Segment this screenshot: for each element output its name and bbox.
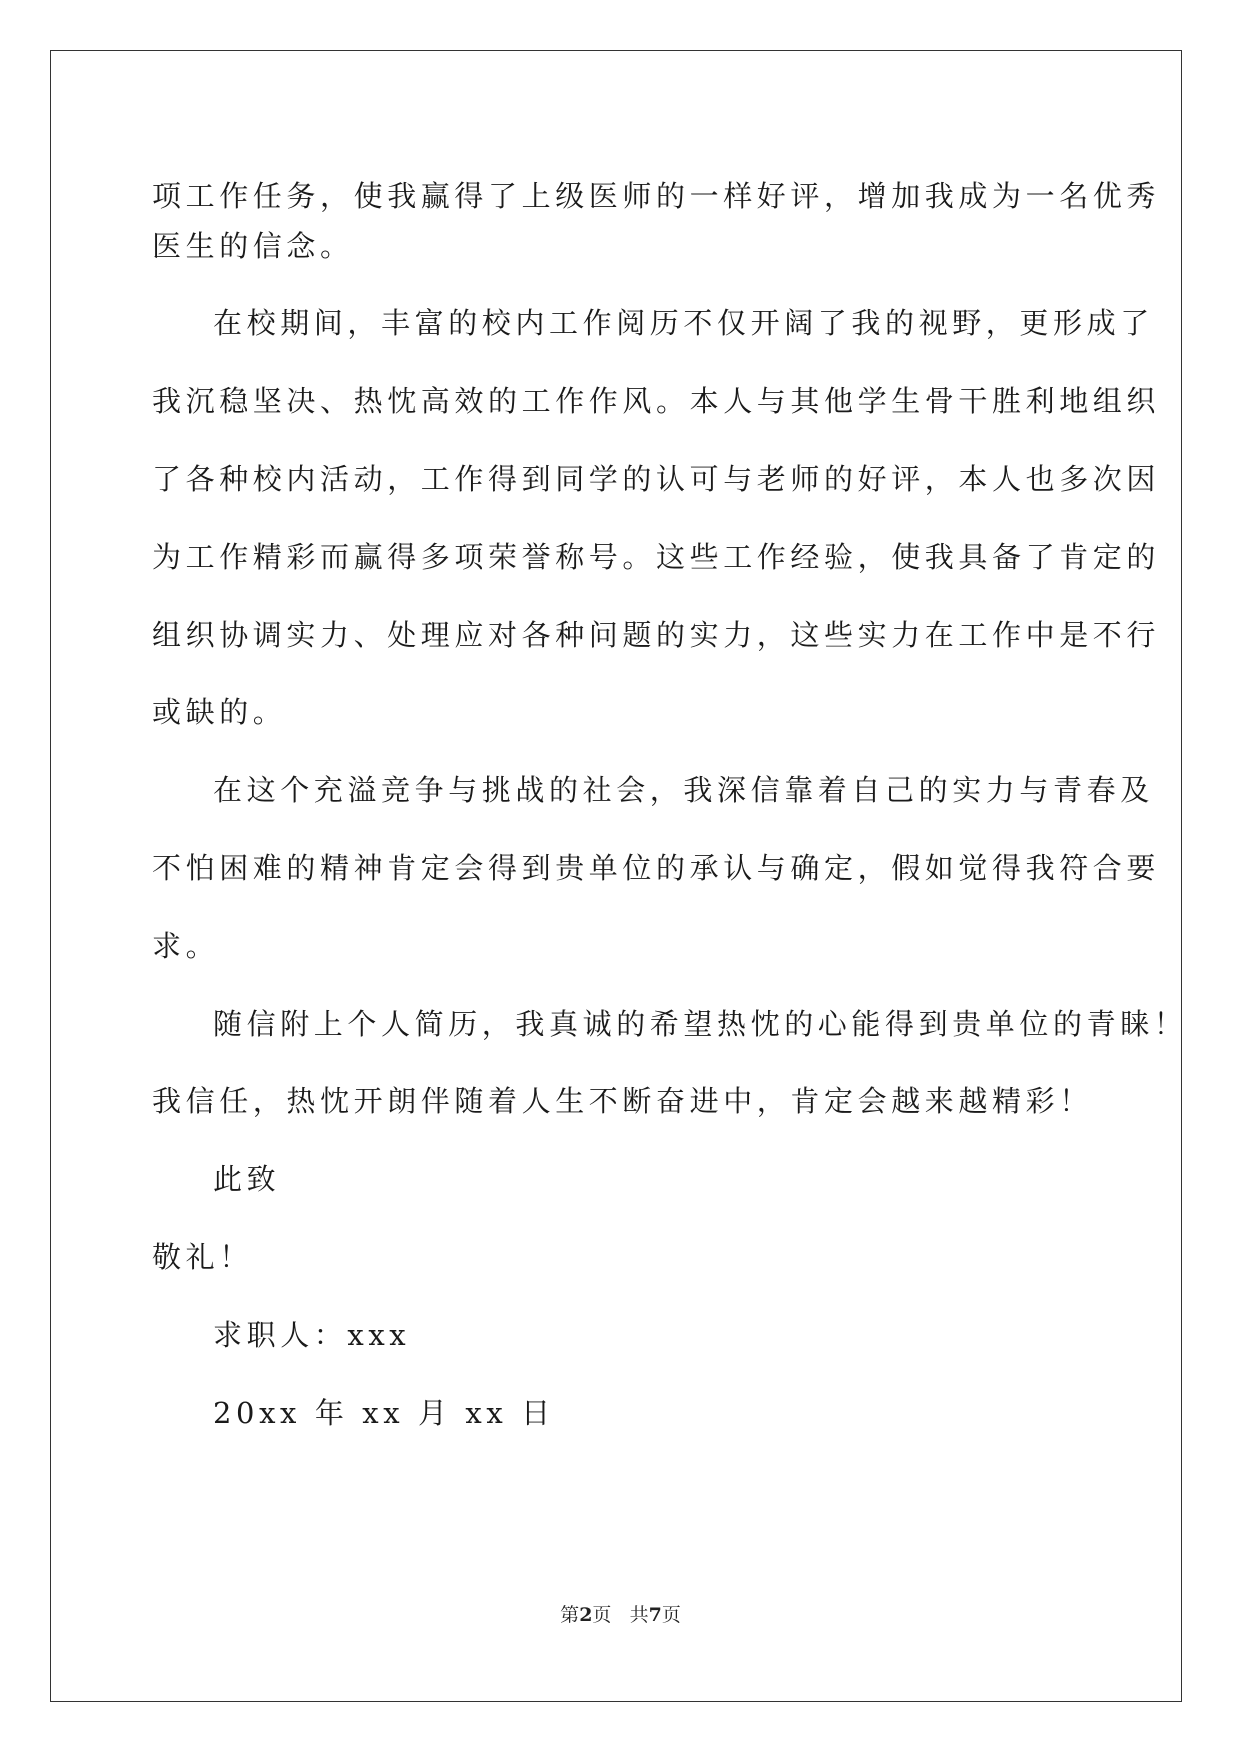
page-number-prefix: 第 (560, 1604, 580, 1626)
page-total: 7 (648, 1604, 662, 1626)
text-line: 为工作精彩而赢得多项荣誉称号。这些工作经验，使我具备了肯定的 (152, 540, 1161, 574)
page-total-suffix: 页 (661, 1604, 681, 1626)
page-number-suffix: 页 (592, 1604, 612, 1626)
page-total-prefix: 共 (629, 1604, 649, 1626)
page-number-current: 2 (579, 1604, 593, 1626)
text-line: 不怕困难的精神肯定会得到贵单位的承认与确定，假如觉得我符合要 (152, 851, 1161, 885)
text-line: 随信附上个人简历，我真诚的希望热忱的心能得到贵单位的青睐！ (213, 1007, 1188, 1041)
text-line: 我沉稳坚决、热忱高效的工作作风。本人与其他学生骨干胜利地组织 (152, 384, 1161, 418)
text-line: 在校期间，丰富的校内工作阅历不仅开阔了我的视野，更形成了 (213, 306, 1154, 340)
text-line: 我信任，热忱开朗伴随着人生不断奋进中，肯定会越来越精彩！ (152, 1084, 1093, 1118)
text-line: 组织协调实力、处理应对各种问题的实力，这些实力在工作中是不行 (152, 618, 1161, 652)
text-line: 项工作任务，使我赢得了上级医师的一样好评，增加我成为一名优秀 (152, 179, 1161, 213)
page-footer (0, 1603, 1241, 1627)
text-line: 求。 (152, 929, 220, 963)
closing-regards: 敬礼！ (152, 1240, 253, 1274)
text-line: 在这个充溢竞争与挑战的社会，我深信靠着自己的实力与青春及 (213, 773, 1154, 807)
text-line: 或缺的。 (152, 695, 287, 729)
signature: 求职人：xxx (213, 1318, 411, 1352)
text-line: 医生的信念。 (152, 229, 354, 263)
closing-salutation: 此致 (213, 1162, 281, 1196)
date: 20xx 年 xx 月 xx 日 (213, 1396, 555, 1430)
text-line: 了各种校内活动，工作得到同学的认可与老师的好评，本人也多次因 (152, 462, 1161, 496)
